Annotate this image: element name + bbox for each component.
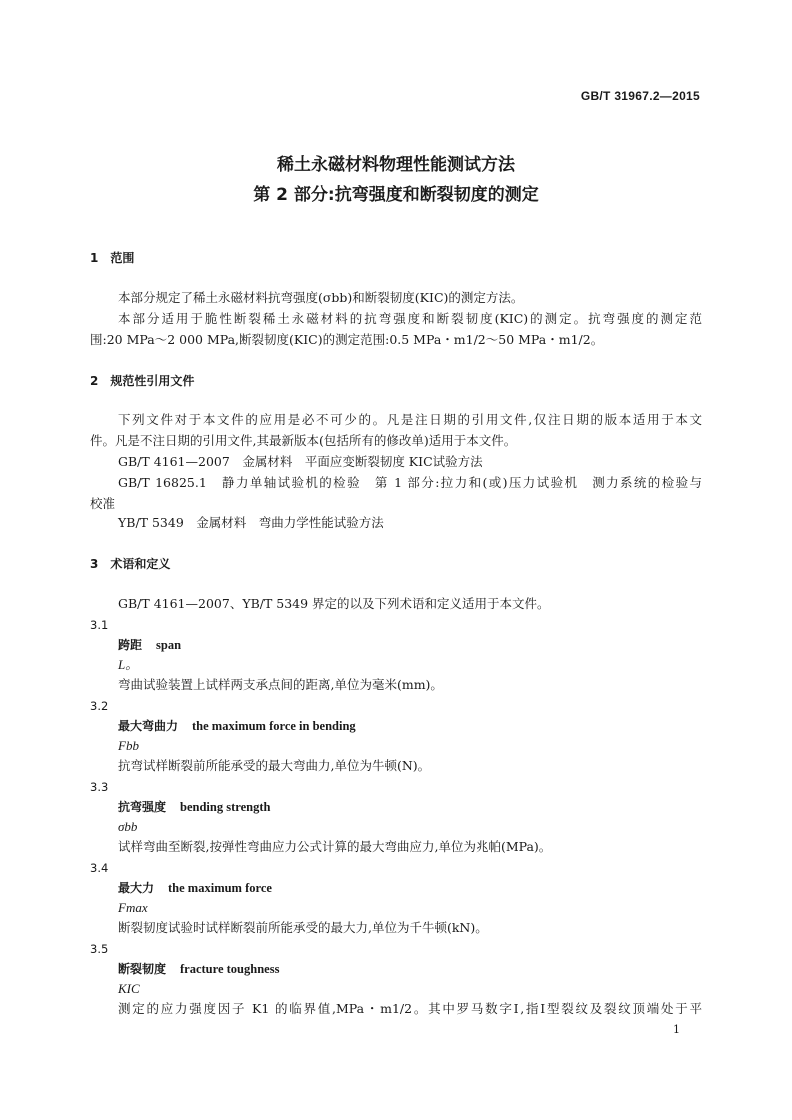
reference-item-3: YB/T 5349 金属材料 弯曲力学性能试验方法 xyxy=(118,515,384,530)
term-english: the maximum force xyxy=(168,881,272,895)
section-heading-terms-definitions: 3 术语和定义 xyxy=(90,557,171,571)
term-symbol: L。 xyxy=(118,657,139,672)
term-chinese: 抗弯强度 xyxy=(118,800,167,814)
terms-intro: GB/T 4161—2007、YB/T 5349 界定的以及下列术语和定义适用于本文件。 xyxy=(118,596,550,611)
reference-item-2a: GB/T 16825.1 静力单轴试验机的检验 第 1 部分:拉力和(或)压力试验机 测力系统的检验与 xyxy=(118,475,702,490)
term-symbol: Fmax xyxy=(118,900,148,915)
document-title-line2: 第 2 部分:抗弯强度和断裂韧度的测定 xyxy=(253,185,539,205)
term-number: 3.3 xyxy=(90,780,109,794)
term-definition: 弯曲试验装置上试样两支承点间的距离,单位为毫米(mm)。 xyxy=(118,677,443,692)
term-title xyxy=(118,961,279,977)
term-definition: 抗弯试样断裂前所能承受的最大弯曲力,单位为牛顿(N)。 xyxy=(118,758,431,773)
reference-item-2b: 校准 xyxy=(90,496,116,511)
page-number: 1 xyxy=(673,1023,680,1036)
term-number: 3.1 xyxy=(90,618,109,632)
term-number: 3.2 xyxy=(90,699,109,713)
term-english: bending strength xyxy=(180,800,271,814)
term-number: 3.5 xyxy=(90,942,109,956)
term-english: span xyxy=(156,638,182,652)
term-symbol: σbb xyxy=(118,819,138,834)
term-chinese: 最大力 xyxy=(118,881,155,895)
term-title xyxy=(118,718,356,734)
refs-paragraph-1b: 件。凡是不注日期的引用文件,其最新版本(包括所有的修改单)适用于本文件。 xyxy=(90,433,517,448)
term-chinese: 断裂韧度 xyxy=(118,962,167,976)
term-symbol: KIC xyxy=(118,981,140,996)
term-english: fracture toughness xyxy=(180,962,280,976)
term-definition: 测定的应力强度因子 K1 的临界值,MPa・m1/2。其中罗马数字Ⅰ,指Ⅰ型裂纹及裂纹顶端处于平 xyxy=(118,1001,702,1016)
term-title xyxy=(118,799,270,815)
term-definition: 断裂韧度试验时试样断裂前所能承受的最大力,单位为千牛顿(kN)。 xyxy=(118,920,488,935)
term-chinese: 跨距 xyxy=(118,638,143,652)
term-title xyxy=(118,637,181,653)
term-definition: 试样弯曲至断裂,按弹性弯曲应力公式计算的最大弯曲应力,单位为兆帕(MPa)。 xyxy=(118,839,552,854)
document-title-line1: 稀土永磁材料物理性能测试方法 xyxy=(277,155,515,175)
term-symbol: Fbb xyxy=(118,738,139,753)
refs-paragraph-1a: 下列文件对于本文件的应用是必不可少的。凡是注日期的引用文件,仅注日期的版本适用于本文 xyxy=(118,412,702,427)
standard-code: GB/T 31967.2—2015 xyxy=(580,89,700,103)
term-english: the maximum force in bending xyxy=(192,719,356,733)
scope-paragraph-1: 本部分规定了稀土永磁材料抗弯强度(σbb)和断裂韧度(KIC)的测定方法。 xyxy=(118,290,524,305)
section-heading-scope: 1 范围 xyxy=(90,251,135,265)
section-heading-normative-references: 2 规范性引用文件 xyxy=(90,374,195,388)
term-number: 3.4 xyxy=(90,861,109,875)
term-title xyxy=(118,880,272,896)
term-chinese: 最大弯曲力 xyxy=(118,719,179,733)
scope-paragraph-2b: 围:20 MPa～2 000 MPa,断裂韧度(KIC)的测定范围:0.5 MPa・m1/2～50 MPa・m1/2。 xyxy=(90,332,604,347)
reference-item-1: GB/T 4161—2007 金属材料 平面应变断裂韧度 KIC试验方法 xyxy=(118,454,483,469)
scope-paragraph-2a: 本部分适用于脆性断裂稀土永磁材料的抗弯强度和断裂韧度(KIC)的测定。抗弯强度的测定范 xyxy=(118,311,702,326)
